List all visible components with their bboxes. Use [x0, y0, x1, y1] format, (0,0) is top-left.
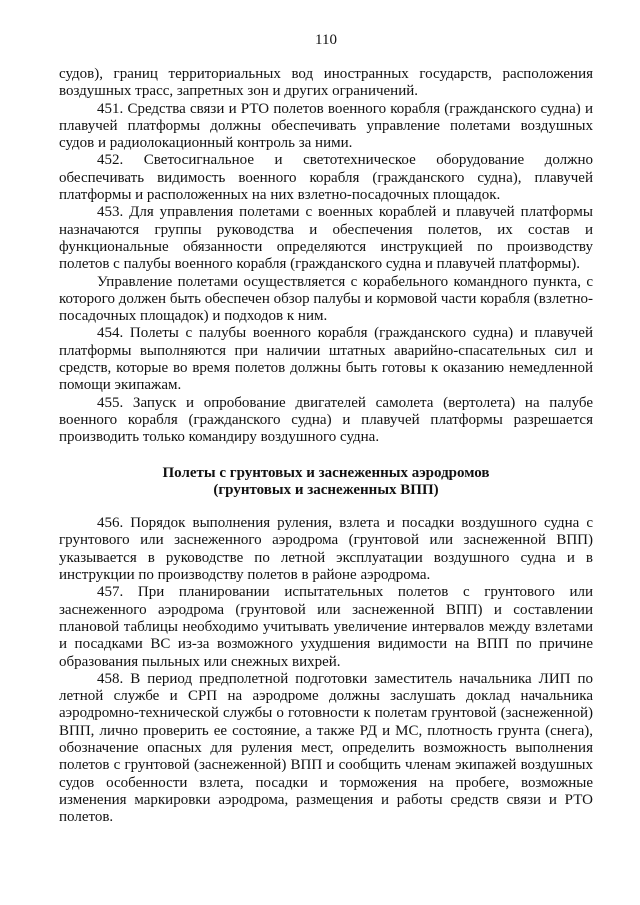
paragraphs-bottom	[59, 515, 593, 826]
paragraph-453-cont: Управление полетами осуществляется с корабельного командного пункта, с которого должен быть обеспечен обзор палубы и кормовой части корабля (взлетно-посадочных площадок) и подходов к ним.	[59, 273, 593, 325]
section-heading-line2: (грунтовых и заснеженных ВПП)	[213, 481, 439, 498]
paragraph-continuation: судов), границ территориальных вод иностранных государств, расположения воздушных трасс, запретных зон и других ограничений.	[59, 66, 593, 100]
paragraph-458: 458. В период предполетной подготовки заместитель начальника ЛИП по летной службе и СРП на аэродроме должны заслушать доклад начальника аэродромно-технической службы о готовности к полетам грунтовой (заснеженной) ВПП, лично проверить ее состояние, а также РД и МС, плотность грунта (снега), обозначение опасных для руления мест, определить возможность выполнения полетов с грунтовой (заснеженной) ВПП и сообщить членам экипажей воздушных судов особенности взлета, посадки и торможения на пробеге, возможные изменения маркировки аэродрома, размещения и работы средств связи и РТО полетов.	[59, 670, 593, 826]
paragraph-456: 456. Порядок выполнения руления, взлета и посадки воздушного судна с грунтового или заснеженного аэродрома (грунтовой или заснеженной ВПП) указывается в руководстве по летной эксплуатации воздушного судна и в инструкции по производству полетов в районе аэродрома.	[59, 515, 593, 584]
paragraph-451: 451. Средства связи и РТО полетов военного корабля (гражданского судна) и плавучей платформы должны обеспечивать управление полетами воздушных судов и радиолокационный контроль за ними.	[59, 100, 593, 152]
page-number: 110	[315, 32, 337, 48]
paragraph-454: 454. Полеты с палубы военного корабля (гражданского судна) и плавучей платформы выполняются при наличии штатных аварийно-спасательных сил и средств, которые во время полетов должны быть готовы к оказанию немедленной помощи экипажам.	[59, 325, 593, 394]
paragraph-452: 452. Светосигнальное и светотехническое оборудование должно обеспечивать видимость военного корабля (гражданского судна), плавучей платформы и расположенных на них взлетно-посадочных площадок.	[59, 152, 593, 204]
paragraph-455: 455. Запуск и опробование двигателей самолета (вертолета) на палубе военного корабля (гражданского судна) и плавучей платформы разрешается производить только командиру воздушного судна.	[59, 394, 593, 446]
paragraph-457: 457. При планировании испытательных полетов с грунтового или заснеженного аэродрома (грунтовой или заснеженной ВПП) и составлении плановой таблицы необходимо учитывать увеличение интервалов между взлетами и посадками ВС из-за возможного ухудшения видимости на ВПП по причине образования пыльных или снежных вихрей.	[59, 584, 593, 670]
paragraph-453: 453. Для управления полетами с военных кораблей и плавучей платформы назначаются группы руководства и обеспечения полетов, их состав и функциональные обязанности определяются инструкцией по производству полетов с палубы военного корабля (гражданского судна и плавучей платформы).	[59, 204, 593, 273]
section-heading-line1: Полеты с грунтовых и заснеженных аэродромов	[162, 464, 490, 481]
document-body	[59, 66, 593, 826]
paragraphs-top	[59, 66, 593, 447]
section-heading	[59, 465, 593, 500]
